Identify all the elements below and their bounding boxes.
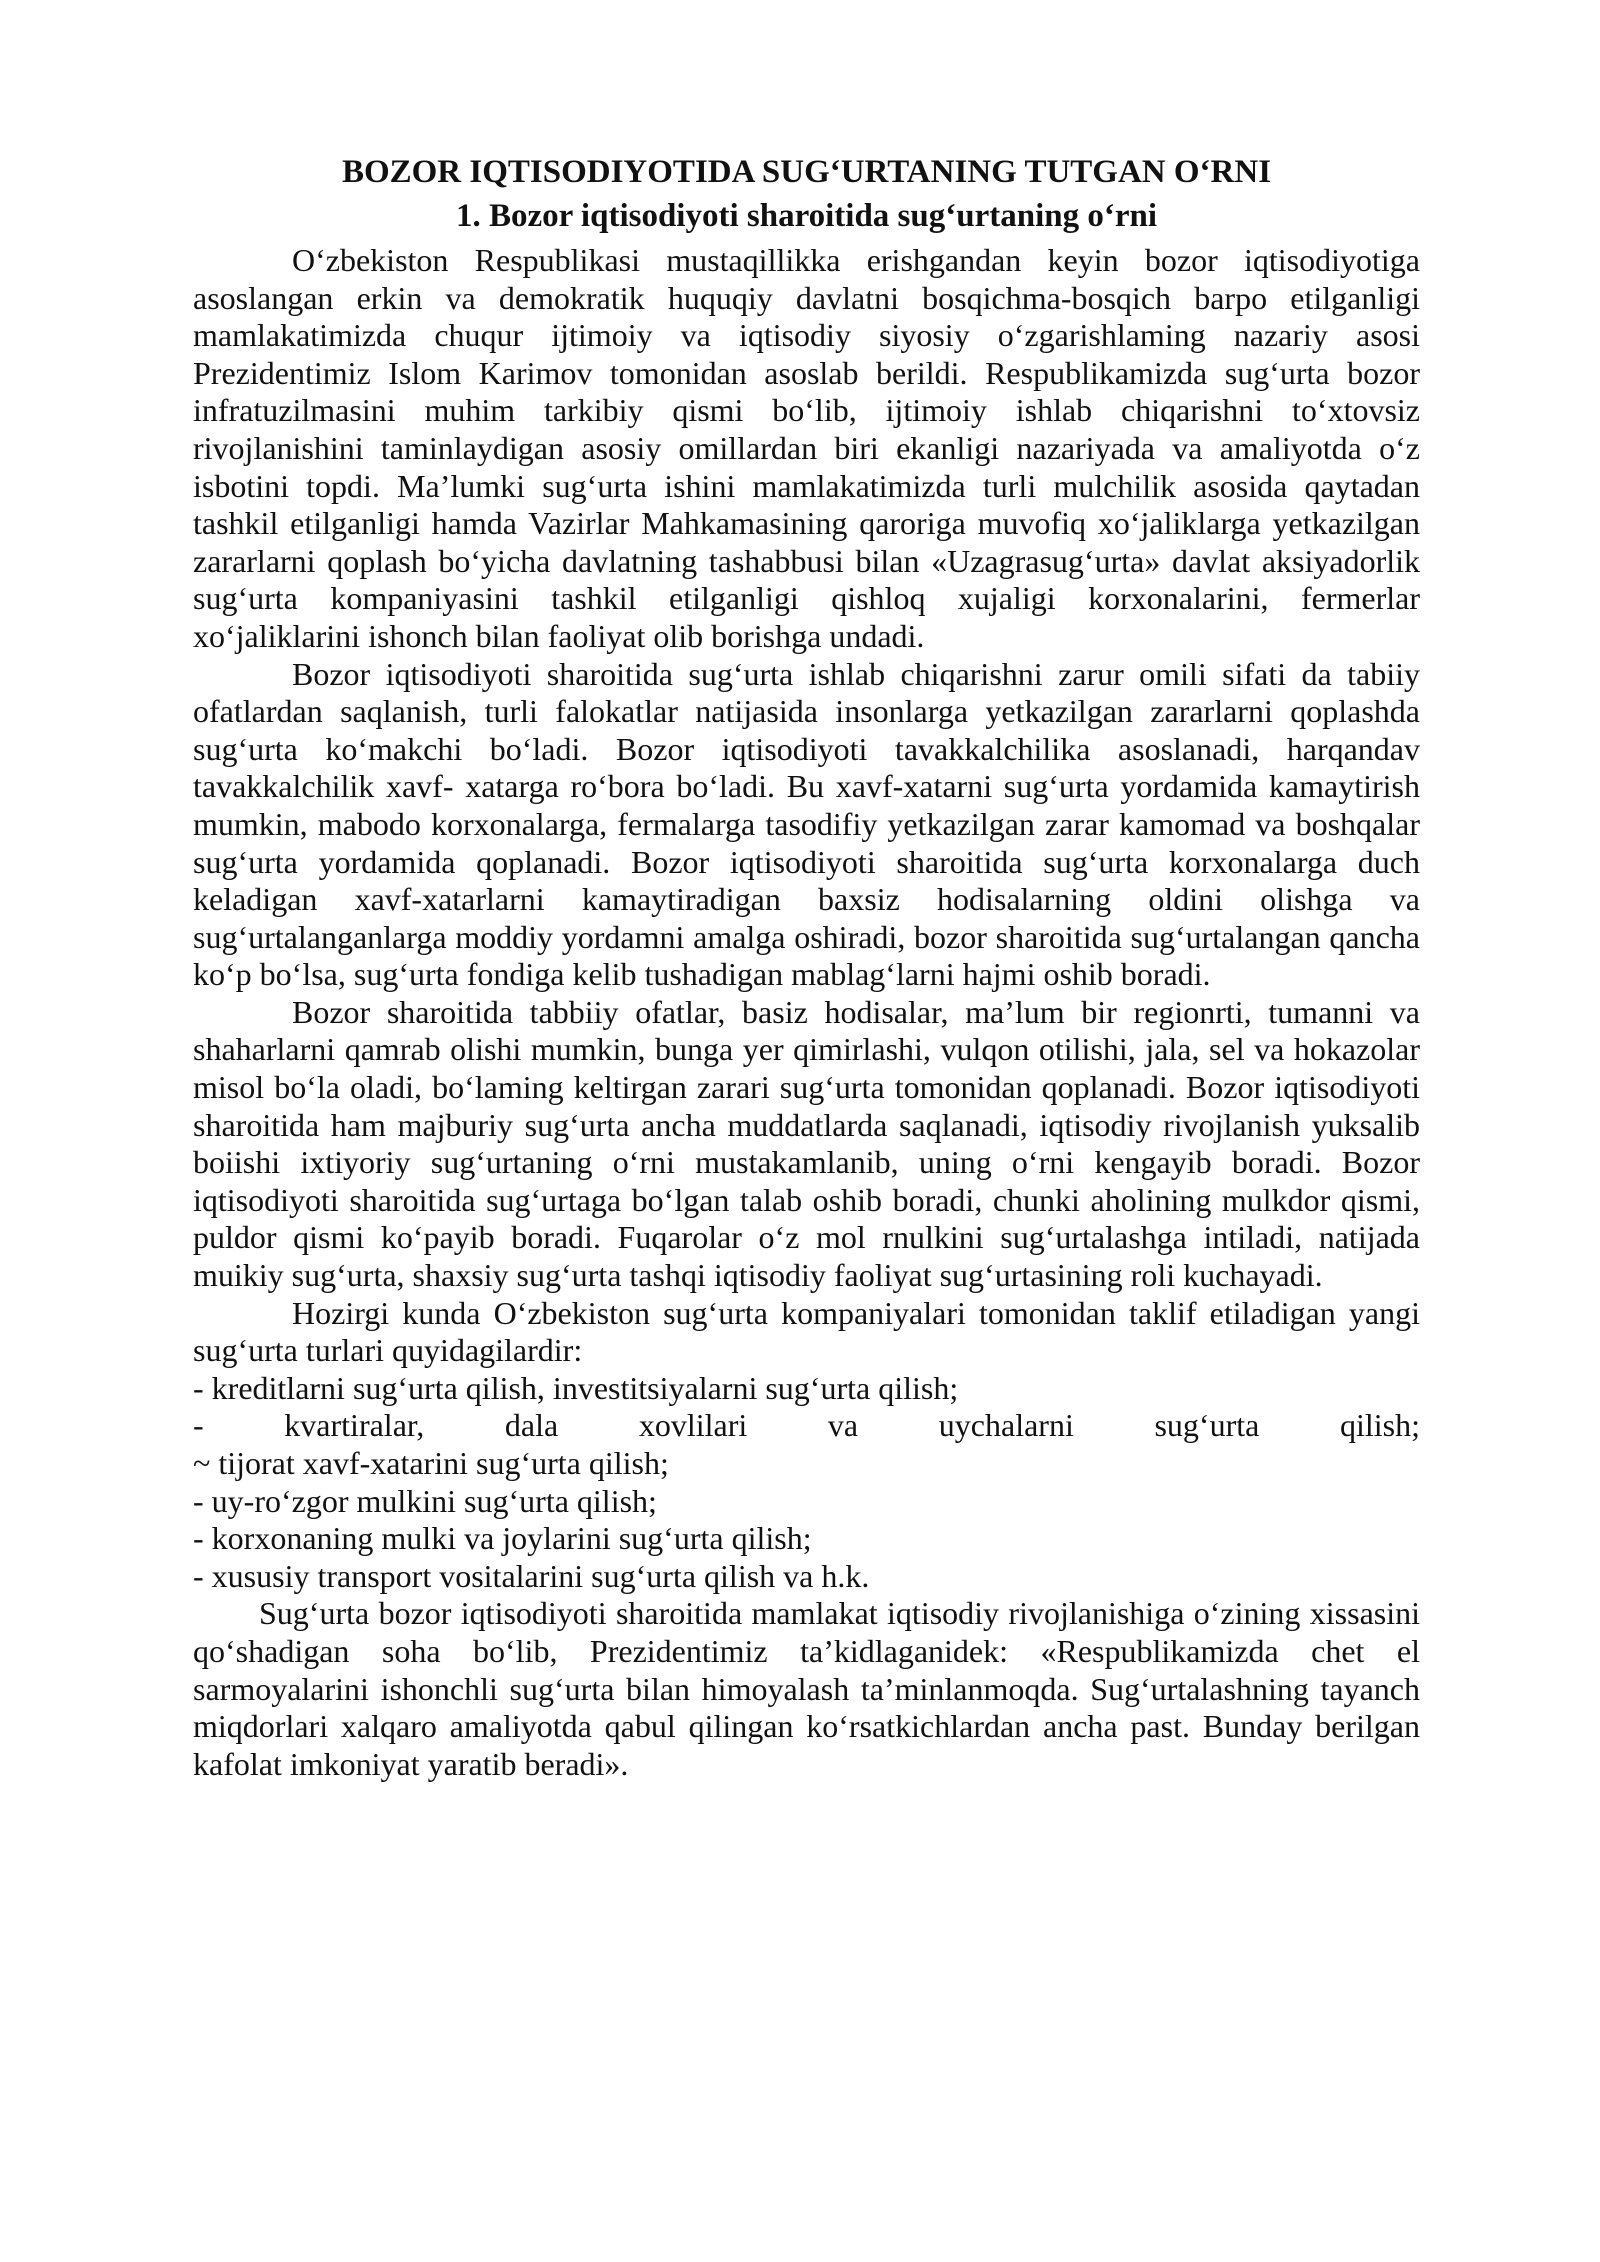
list-item: - kreditlarni sug‘urta qilish, investitsiyalarni sug‘urta qilish; (193, 1369, 959, 1406)
paragraph-3: Bozor sharoitida tabbiiy ofatlar, basiz hodisalar, ma’lum bir regionrti, tumanni va shaharlarni qamrab olishi mumkin, bunga yer qimirlashi, vulqon otilishi, jala, sel va hokazolar misol bo‘la oladi, bo‘laming keltirgan zarari sug‘urta tomonidan qoplanadi. Bozor iqtisodiyoti sharoitida ham majburiy sug‘urta ancha muddatlarda saqlanadi, iqtisodiy rivojlanish yuksalib boiishi ixtiyoriy sug‘urtaning o‘rni mustakamlanib, uning o‘rni kengayib boradi. Bozor iqtisodiyoti sharoitida sug‘urtaga bo‘lgan talab oshib boradi, chunki aholining mulkdor qismi, puldor qismi ko‘payib boradi. Fuqarolar o‘z mol rnulkini sug‘urtalashga intiladi, natijada muikiy sug‘urta, shaxsiy sug‘urta tashqi iqtisodiy faoliyat sug‘urtasining roli kuchayadi. (193, 993, 1420, 1294)
insurance-types-list (193, 1370, 1420, 1596)
paragraph-4: Hozirgi kunda O‘zbekiston sug‘urta kompaniyalari tomonidan taklif etiladigan yangi sug‘urta turlari quyidagilardir: (193, 1294, 1420, 1369)
list-item: - kvartiralar, dala xovlilari va uychalarni sug‘urta qilish; (193, 1407, 1420, 1444)
list-item: - uy-ro‘zgor mulkini sug‘urta qilish; (193, 1482, 657, 1519)
closing-paragraph: Sug‘urta bozor iqtisodiyoti sharoitida mamlakat iqtisodiy rivojlanishiga o‘zining xissasini qo‘shadigan soha bo‘lib, Prezidentimiz ta’kidlaganidek: «Respublikamizda chet el sarmoyalarini ishonchli sug‘urta bilan himoyalash ta’minlanmoqda. Sug‘urtalashning tayanch miqdorlari xalqaro amaliyotda qabul qilingan ko‘rsatkichlardan ancha past. Bunday berilgan kafolat imkoniyat yaratib beradi». (193, 1595, 1420, 1782)
section-heading: 1. Bozor iqtisodiyoti sharoitida sug‘urtaning o‘rni (455, 198, 1158, 234)
paragraph-2: Bozor iqtisodiyoti sharoitida sug‘urta ishlab chiqarishni zarur omili sifati da tabiiy ofatlardan saqlanish, turli falokatlar natijasida insonlarga yetkazilgan zararlarni qoplashda sug‘urta ko‘makchi bo‘ladi. Bozor iqtisodiyoti tavakkalchilika asoslanadi, harqandav tavakkalchilik xavf- xatarga ro‘bora bo‘ladi. Bu xavf-xatarni sug‘urta yordamida kamaytirish mumkin, mabodo korxonalarga, fermalarga tasodifiy yetkazilgan zarar kamomad va boshqalar sug‘urta yordamida qoplanadi. Bozor iqtisodiyoti sharoitida sug‘urta korxonalarga duch keladigan xavf-xatarlarni kamaytiradigan baxsiz hodisalarning oldini olishga va sug‘urtalanganlarga moddiy yordamni amalga oshiradi, bozor sharoitida sug‘urtalangan qancha ko‘p bo‘lsa, sug‘urta fondiga kelib tushadigan mablag‘larni hajmi oshib boradi. (193, 655, 1420, 993)
list-item: - xususiy transport vositalarini sug‘urta qilish va h.k. (193, 1557, 870, 1594)
list-item: - korxonaning mulki va joylarini sug‘urta qilish; (193, 1520, 812, 1557)
list-item: ~ tijorat xavf-xatarini sug‘urta qilish; (193, 1445, 669, 1481)
document-page (193, 150, 1420, 1783)
document-title: BOZOR IQTISODIYOTIDA SUG‘URTANING TUTGAN O‘RNI (341, 154, 1272, 190)
paragraph-1: O‘zbekiston Respublikasi mustaqillikka erishgandan keyin bozor iqtisodiyotiga asoslangan erkin va demokratik huquqiy davlatni bosqichma-bosqich barpo etilganligi mamlakatimizda chuqur ijtimoiy va iqtisodiy siyosiy o‘zgarishlaming nazariy asosi Prezidentimiz Islom Karimov tomonidan asoslab berildi. Respublikamizda sug‘urta bozor infratuzilmasini muhim tarkibiy qismi bo‘lib, ijtimoiy ishlab chiqarishni to‘xtovsiz rivojlanishini taminlaydigan asosiy omillardan biri ekanligi nazariyada va amaliyotda o‘z isbotini topdi. Ma’lumki sug‘urta ishini mamlakatimizda turli mulchilik asosida qaytadan tashkil etilganligi hamda Vazirlar Mahkamasining qaroriga muvofiq xo‘jaliklarga yetkazilgan zararlarni qoplash bo‘yicha davlatning tashabbusi bilan «Uzagrasug‘urta» davlat aksiyadorlik sug‘urta kompaniyasini tashkil etilganligi qishloq xujaligi korxonalarini, fermerlar xo‘jaliklarini ishonch bilan faoliyat olib borishga undadi. (193, 242, 1420, 654)
